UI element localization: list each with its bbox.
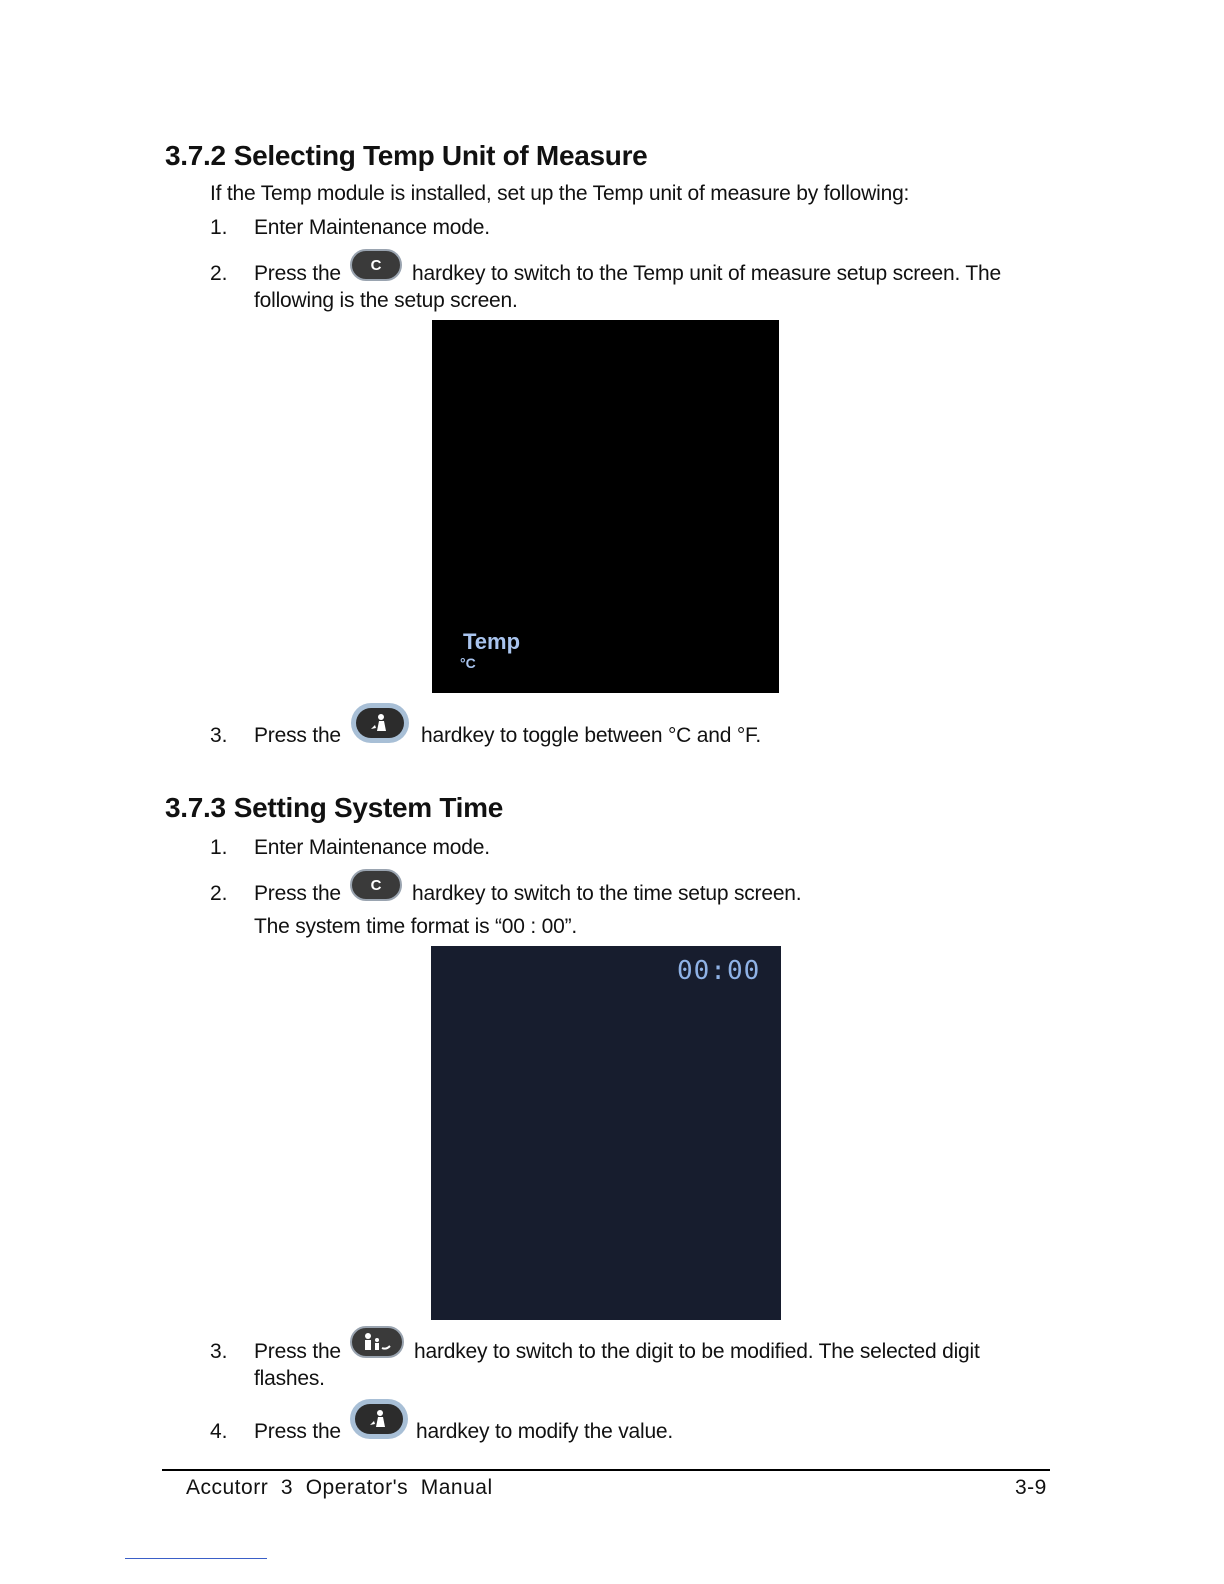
step-text-before: Press the xyxy=(254,724,341,747)
c-hardkey-icon: C xyxy=(350,249,402,281)
step-text-after: hardkey to toggle between °C and °F. xyxy=(421,724,761,747)
section-number: 3.7.2 xyxy=(165,140,226,171)
step-number: 4. xyxy=(210,1420,228,1443)
clock-display: 00:00 xyxy=(677,956,761,986)
section-title: Selecting Temp Unit of Measure xyxy=(233,140,648,171)
time-setup-screen xyxy=(431,946,781,1320)
bottom-link-underline xyxy=(125,1558,267,1559)
page-number: 3-9 xyxy=(1015,1476,1047,1499)
step-number: 2. xyxy=(210,262,228,285)
step-number: 3. xyxy=(210,1340,228,1363)
alarm-silence-hardkey-icon xyxy=(350,1399,408,1439)
step-number: 1. xyxy=(210,836,228,859)
step-text-before: Press the xyxy=(254,1420,341,1443)
person-bell-icon xyxy=(368,1409,390,1429)
person-bell-icon xyxy=(369,713,391,733)
step-text-before: Press the xyxy=(254,1340,341,1363)
step-text-continued: following is the setup screen. xyxy=(254,289,518,312)
step-text-after: hardkey to switch to the Temp unit of measure setup screen. The xyxy=(412,262,1001,285)
alarm-silence-glyph xyxy=(355,1404,403,1434)
step-text-after: hardkey to switch to the time setup screen. xyxy=(412,882,802,905)
section-intro: If the Temp module is installed, set up the Temp unit of measure by following: xyxy=(210,182,910,205)
temp-label: Temp xyxy=(463,629,521,654)
temp-unit: °C xyxy=(460,655,476,671)
step-text-before: Press the xyxy=(254,262,341,285)
section-title: Setting System Time xyxy=(233,792,503,823)
alarm-silence-hardkey-icon xyxy=(351,703,409,743)
footer-rule xyxy=(162,1469,1050,1471)
step-text-continued: flashes. xyxy=(254,1367,325,1390)
section-heading-3-7-2 xyxy=(165,140,647,172)
step-number: 2. xyxy=(210,882,228,905)
step-text: Enter Maintenance mode. xyxy=(254,216,490,239)
step-number: 3. xyxy=(210,724,228,747)
section-heading-3-7-3 xyxy=(165,792,503,824)
footer-title: Accutorr 3 Operator's Manual xyxy=(186,1476,493,1499)
alarm-silence-glyph xyxy=(356,708,404,738)
step-text-before: Press the xyxy=(254,882,341,905)
step-text-after: hardkey to switch to the digit to be modified. The selected digit xyxy=(414,1340,980,1363)
step-text-continued: The system time format is “00 : 00”. xyxy=(254,915,578,938)
adult-child-icon xyxy=(360,1332,394,1352)
section-number: 3.7.3 xyxy=(165,792,226,823)
step-text-after: hardkey to modify the value. xyxy=(416,1420,674,1443)
step-number: 1. xyxy=(210,216,228,239)
temp-setup-screen xyxy=(432,320,779,693)
c-hardkey-icon: C xyxy=(350,869,402,901)
step-text: Enter Maintenance mode. xyxy=(254,836,490,859)
patient-type-hardkey-icon xyxy=(350,1326,404,1358)
